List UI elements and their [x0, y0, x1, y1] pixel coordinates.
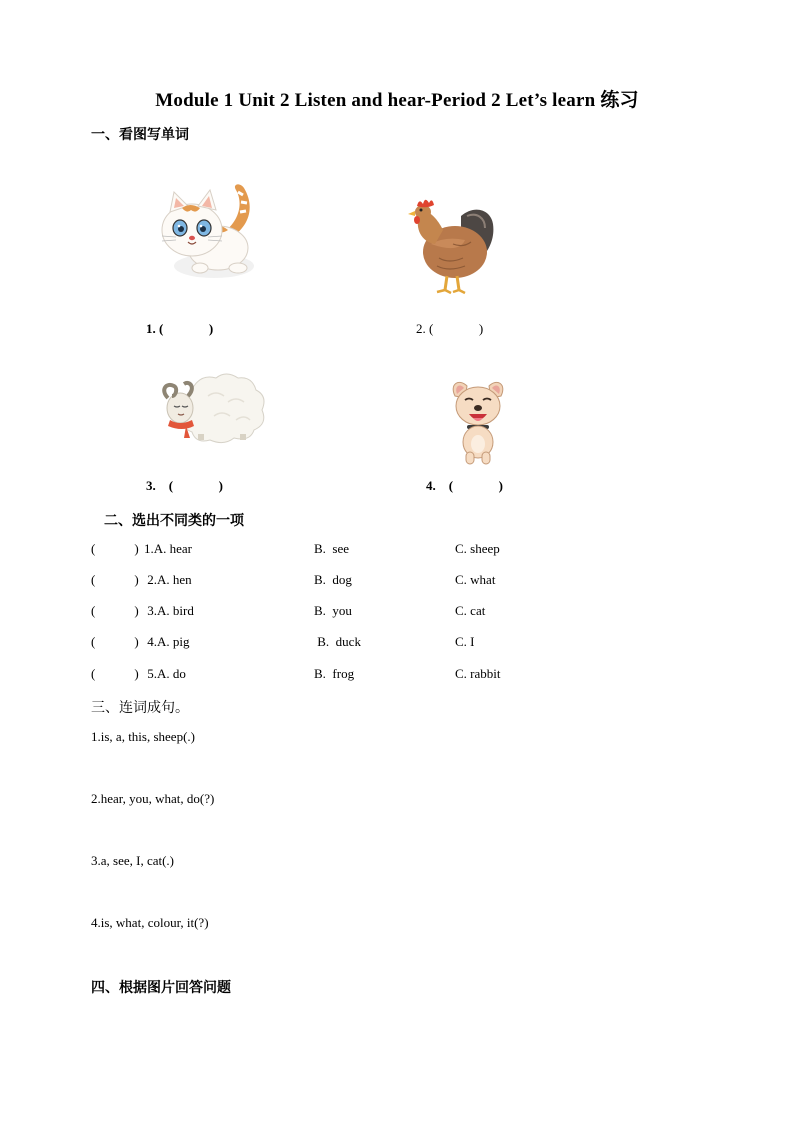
sentence-2: 2.hear, you, what, do(?): [91, 791, 215, 806]
answer-blank-1: ( ): [91, 541, 139, 556]
answer-blank-5: ( ): [91, 666, 139, 681]
option-c-3: C. cat: [455, 603, 486, 618]
page-title: Module 1 Unit 2 Listen and hear-Period 2 Let’s learn 练习: [155, 90, 639, 111]
option-b-1: B. see: [314, 541, 350, 556]
section2-heading: 二、选出不同类的一项: [104, 514, 244, 529]
section3-heading: 三、连词成句。: [91, 701, 189, 716]
answer-blank-4: ( ): [91, 634, 139, 649]
option-a-4: 4.A. pig: [144, 634, 190, 649]
hen-picture: [405, 194, 497, 296]
option-c-4: C. I: [455, 634, 475, 649]
sentence-1: 1.is, a, this, sheep(.): [91, 729, 195, 744]
option-a-2: 2.A. hen: [144, 572, 192, 587]
picture-item-1-label: 1. ( ): [146, 321, 214, 336]
picture-item-3-label: 3. ( ): [146, 478, 223, 493]
option-b-3: B. you: [314, 603, 352, 618]
sheep-icon: [158, 372, 268, 444]
sheep-picture: [158, 372, 268, 444]
sentence-3: 3.a, see, I, cat(.): [91, 853, 175, 868]
option-a-5: 5.A. do: [144, 666, 186, 681]
dog-icon: [447, 378, 509, 466]
option-a-3: 3.A. bird: [144, 603, 194, 618]
option-b-5: B. frog: [314, 666, 355, 681]
option-a-1: 1.A. hear: [144, 541, 193, 556]
answer-blank-2: ( ): [91, 572, 139, 587]
option-c-2: C. what: [455, 572, 496, 587]
option-c-1: C. sheep: [455, 541, 500, 556]
picture-item-2-label: 2. ( ): [416, 321, 484, 336]
cat-picture: [152, 178, 264, 290]
dog-picture: [447, 378, 509, 466]
cat-icon: [152, 178, 264, 290]
answer-blank-3: ( ): [91, 603, 139, 618]
sentence-4: 4.is, what, colour, it(?): [91, 915, 209, 930]
section1-heading: 一、看图写单词: [91, 128, 189, 143]
option-c-5: C. rabbit: [455, 666, 501, 681]
option-b-4: B. duck: [314, 634, 361, 649]
option-b-2: B. dog: [314, 572, 352, 587]
hen-icon: [405, 194, 497, 296]
picture-item-4-label: 4. ( ): [426, 478, 503, 493]
section4-heading: 四、根据图片回答问题: [91, 981, 231, 996]
